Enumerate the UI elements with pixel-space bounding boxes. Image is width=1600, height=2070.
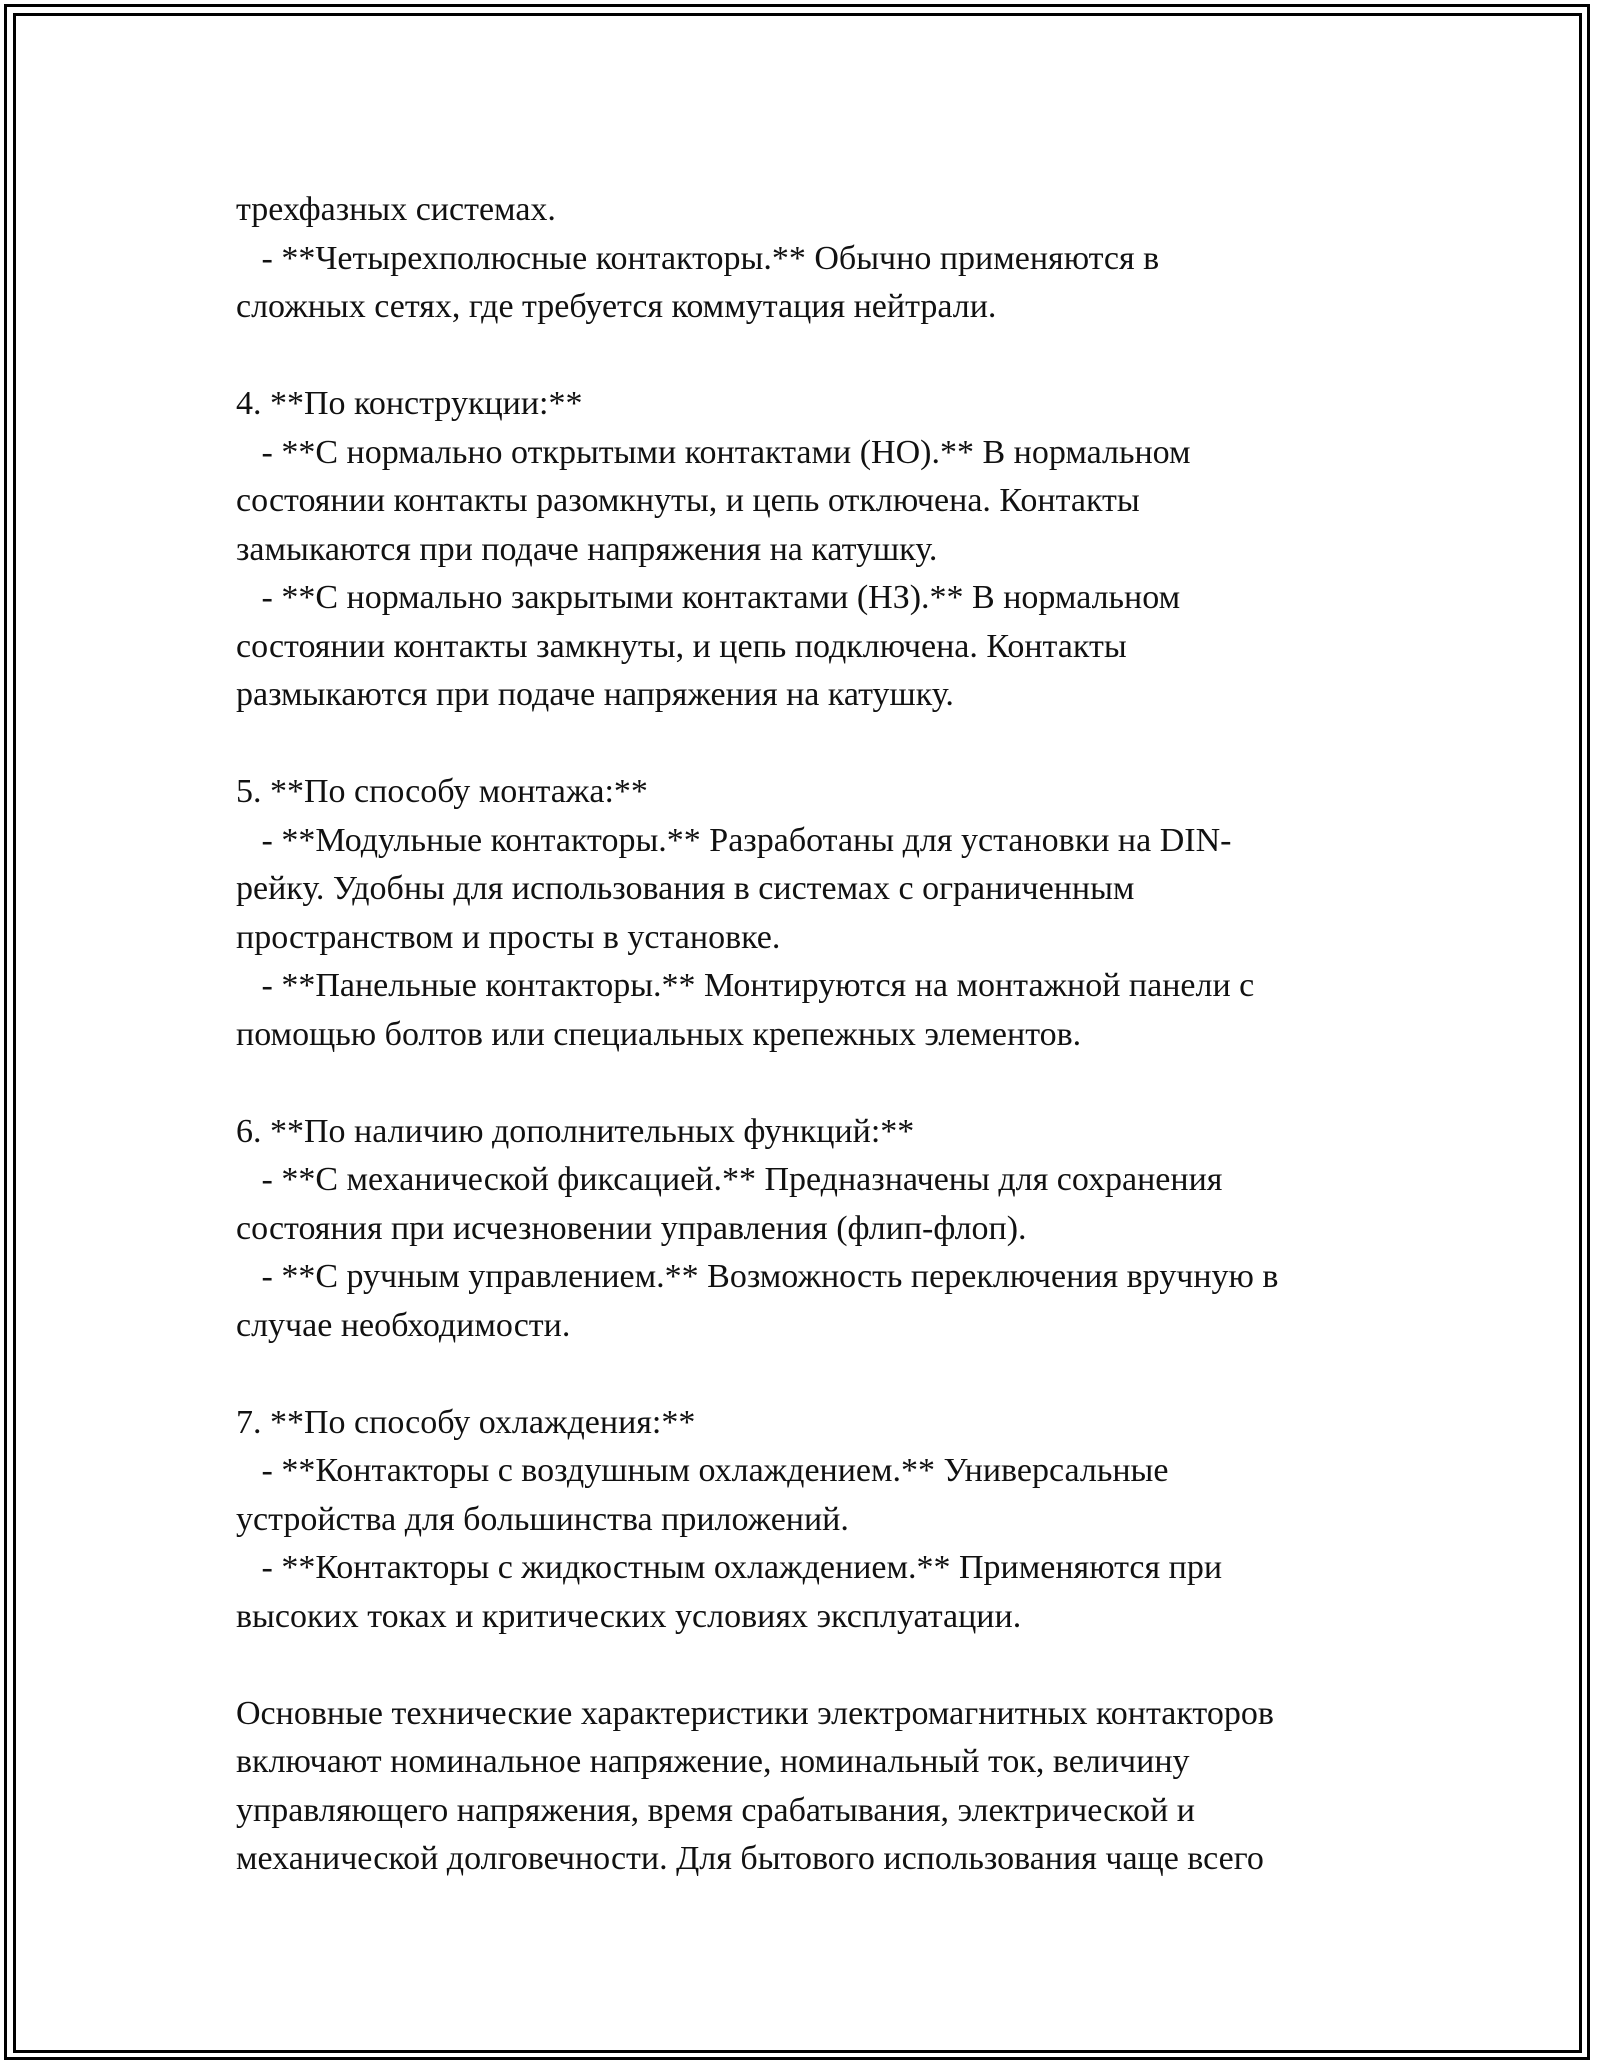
text-line: состояния при исчезновении управления (флип-флоп).: [236, 1209, 1027, 1247]
paragraph-line: управляющего напряжения, время срабатывания, электрической и: [236, 1791, 1195, 1829]
list-item-line: - **С механической фиксацией.** Предназначены для сохранения: [236, 1161, 1223, 1198]
text-line: случае необходимости.: [236, 1306, 571, 1344]
paragraph-line: Основные технические характеристики электромагнитных контакторов: [236, 1694, 1274, 1732]
list-item-line: - **Модульные контакторы.** Разработаны для установки на DIN-: [236, 821, 1232, 859]
section-heading: 7. **По способу охлаждения:**: [236, 1403, 696, 1441]
list-item-line: - **С нормально открытыми контактами (НО).** В нормальном: [236, 433, 1191, 471]
paragraph-line: включают номинальное напряжение, номинальный ток, величину: [236, 1743, 1190, 1780]
list-item-line: - **Панельные контакторы.** Монтируются на монтажной панели с: [236, 967, 1255, 1004]
section-heading: 5. **По способу монтажа:**: [236, 773, 648, 810]
blank-line: [236, 332, 1376, 381]
text-line: состоянии контакты разомкнуты, и цепь отключена. Контакты: [236, 482, 1140, 519]
blank-line: [236, 1641, 1376, 1690]
list-item-line: - **Четырехполюсные контакторы.** Обычно применяются в: [236, 239, 1160, 277]
list-item-line: - **С нормально закрытыми контактами (НЗ).** В нормальном: [236, 579, 1181, 616]
list-item-line: - **Контакторы с воздушным охлаждением.** Универсальные: [236, 1452, 1169, 1489]
list-item-line: - **Контакторы с жидкостным охлаждением.** Применяются при: [236, 1549, 1223, 1586]
text-line: размыкаются при подаче напряжения на катушку.: [236, 676, 954, 713]
blank-line: [236, 1059, 1376, 1108]
blank-line: [236, 1350, 1376, 1399]
blank-line: [236, 720, 1376, 769]
text-line: устройства для большинства приложений.: [236, 1500, 849, 1538]
text-line: помощью болтов или специальных крепежных элементов.: [236, 1015, 1082, 1053]
paragraph-line: механической долговечности. Для бытового использования чаще всего: [236, 1840, 1264, 1877]
text-line: трехфазных системах.: [236, 191, 556, 228]
text-line: пространством и просты в установке.: [236, 918, 781, 956]
document-body: [236, 186, 1376, 1884]
text-line: состоянии контакты замкнуты, и цепь подключена. Контакты: [236, 627, 1127, 665]
section-heading: 4. **По конструкции:**: [236, 385, 583, 422]
text-line: рейку. Удобны для использования в системах с ограниченным: [236, 870, 1135, 907]
list-item-line: - **С ручным управлением.** Возможность переключения вручную в: [236, 1258, 1279, 1295]
section-heading: 6. **По наличию дополнительных функций:**: [236, 1112, 915, 1150]
text-line: сложных сетях, где требуется коммутация нейтрали.: [236, 288, 997, 325]
text-line: высоких токах и критических условиях эксплуатации.: [236, 1597, 1022, 1635]
text-line: замыкаются при подаче напряжения на катушку.: [236, 530, 938, 568]
